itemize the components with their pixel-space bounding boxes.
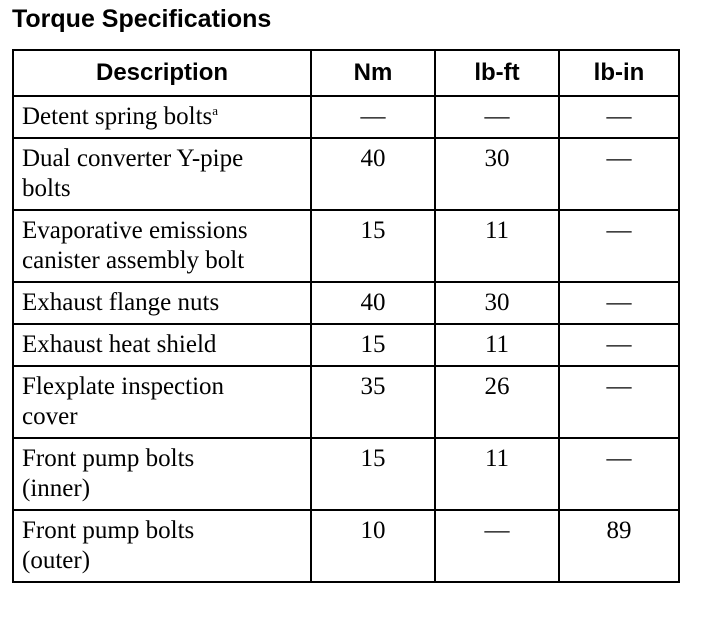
lbft-cell: 30 bbox=[435, 282, 559, 324]
lbft-cell: — bbox=[435, 96, 559, 138]
nm-cell: — bbox=[311, 96, 435, 138]
lbft-cell: 26 bbox=[435, 366, 559, 438]
nm-cell: 15 bbox=[311, 438, 435, 510]
nm-cell: 10 bbox=[311, 510, 435, 582]
footnote-marker: a bbox=[212, 103, 219, 118]
column-header-nm: Nm bbox=[311, 50, 435, 96]
nm-cell: 40 bbox=[311, 138, 435, 210]
column-header-description: Description bbox=[13, 50, 311, 96]
description-cell bbox=[13, 366, 311, 438]
lbft-cell: 30 bbox=[435, 138, 559, 210]
lbft-cell: 11 bbox=[435, 324, 559, 366]
description-cell bbox=[13, 438, 311, 510]
column-header-lbin: lb-in bbox=[559, 50, 679, 96]
description-cell bbox=[13, 282, 311, 324]
column-header-lbft: lb-ft bbox=[435, 50, 559, 96]
description-text: Dual converter Y-pipe bolts bbox=[22, 145, 244, 202]
description-cell bbox=[13, 324, 311, 366]
table-row bbox=[13, 138, 679, 210]
lbin-cell: — bbox=[559, 438, 679, 510]
description-cell bbox=[13, 138, 311, 210]
description-text: Exhaust heat shield bbox=[22, 331, 217, 358]
description-text: Evaporative emissions canister assembly bolt bbox=[22, 217, 248, 274]
lbin-cell: — bbox=[559, 324, 679, 366]
table-row bbox=[13, 366, 679, 438]
lbin-cell: 89 bbox=[559, 510, 679, 582]
lbin-cell: — bbox=[559, 138, 679, 210]
description-text: Flexplate inspection cover bbox=[22, 373, 225, 430]
table-row bbox=[13, 210, 679, 282]
lbin-cell: — bbox=[559, 282, 679, 324]
lbft-cell: 11 bbox=[435, 438, 559, 510]
header-row bbox=[13, 50, 679, 96]
lbin-cell: — bbox=[559, 366, 679, 438]
lbin-cell: — bbox=[559, 210, 679, 282]
table-row bbox=[13, 96, 679, 138]
nm-cell: 15 bbox=[311, 324, 435, 366]
table-row bbox=[13, 510, 679, 582]
table-row bbox=[13, 282, 679, 324]
description-text: Detent spring bolts bbox=[22, 103, 213, 130]
table-row bbox=[13, 438, 679, 510]
table-row bbox=[13, 324, 679, 366]
description-cell bbox=[13, 510, 311, 582]
nm-cell: 15 bbox=[311, 210, 435, 282]
description-cell bbox=[13, 96, 311, 138]
description-text: Front pump bolts (outer) bbox=[22, 517, 195, 574]
lbft-cell: 11 bbox=[435, 210, 559, 282]
torque-spec-table bbox=[12, 49, 680, 583]
nm-cell: 35 bbox=[311, 366, 435, 438]
lbin-cell: — bbox=[559, 96, 679, 138]
description-text: Exhaust flange nuts bbox=[22, 289, 220, 316]
description-cell bbox=[13, 210, 311, 282]
page-title: Torque Specifications bbox=[12, 5, 272, 33]
nm-cell: 40 bbox=[311, 282, 435, 324]
description-text: Front pump bolts (inner) bbox=[22, 445, 195, 502]
lbft-cell: — bbox=[435, 510, 559, 582]
